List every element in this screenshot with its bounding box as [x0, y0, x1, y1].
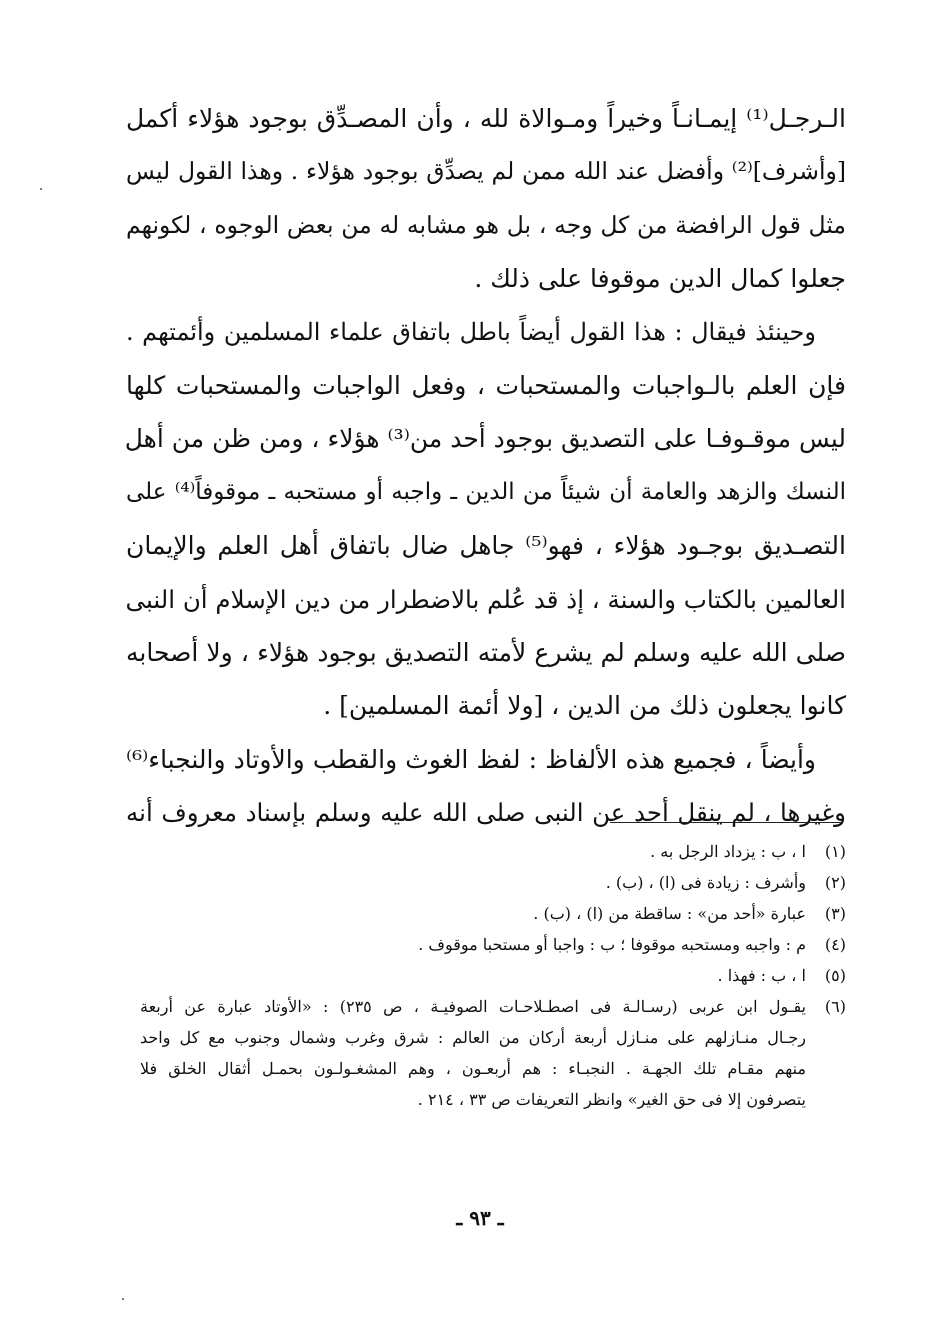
footnote-number: (٣)	[824, 904, 846, 923]
text-line-4: جعلوا كمال الدين موقوفا على ذلك .	[474, 264, 846, 294]
footnote-number: (٤)	[824, 935, 846, 954]
main-text	[126, 92, 846, 839]
page-number: ـ ٩٣ ـ	[456, 1206, 504, 1230]
footnote-line: ا ، ب : يزداد الرجل به .	[650, 842, 806, 861]
text-line-12: كانوا يجعلون ذلك من الدين ، [ولا أئمة المسلمين] .	[323, 691, 846, 721]
footnote	[140, 836, 846, 867]
footnote-line: م : واجبه ومستحبه موقوفا ؛ ب : واجبا أو مستحبا موقوف .	[418, 935, 806, 954]
scan-speck	[40, 188, 42, 190]
footnote	[140, 929, 846, 960]
text-line-10: العالمين بالكتاب والسنة ، إذ قد عُلم بالاضطرار من دين الإسلام أن النبى	[125, 584, 846, 614]
footnote-text	[140, 867, 806, 898]
footnote	[140, 867, 846, 898]
footnote-number: (٢)	[824, 873, 846, 892]
text-line-1: الـرجـل⁽¹⁾ إيمـانـاً وخيراً ومـوالاة لله ، وأن المصـدِّق بوجود هؤلاء أكمل	[126, 104, 846, 133]
footnote-text	[140, 991, 806, 1115]
text-line-5: وحينئذ فيقال : هذا القول أيضاً باطل باتفاق علماء المسلمين وأئمتهم .	[126, 317, 816, 346]
footnote-separator	[610, 822, 842, 823]
footnote-text	[140, 898, 806, 929]
footnote-line: وأشرف : زيادة فى (ا) ، (ب) .	[605, 873, 806, 892]
footnote-text	[140, 960, 806, 991]
footnote-number: (١)	[824, 842, 846, 861]
footnote-line: يقـول ابن عربى (رسـالـة فى اصطـلاحـات الصوفيـة ، ص ٢٣٥) : «الأوتاد عبارة عن أربعة	[140, 997, 807, 1016]
footnote-text	[140, 929, 806, 960]
text-line-8: النسك والزهد والعامة أن شيئاً من الدين ـ واجبه أو مستحبه ـ موقوفاً⁽⁴⁾ على	[126, 478, 847, 505]
footnote-line: ا ، ب : فهذا .	[717, 966, 806, 985]
text-line-6: فإن العلم بالـواجبات والمستحبات ، وفعل الواجبات والمستحبات كلها	[126, 370, 846, 400]
footnote-text	[140, 836, 806, 867]
footnote-line: رجـال منـازلهم على منـازل أربعة أركان من العالم : شرق وغرب وشمال وجنوب مع كل واحد	[140, 1028, 806, 1047]
footnote	[140, 991, 846, 1115]
footnote	[140, 960, 846, 991]
footnote-line: منهم مقـام تلك الجهـة . النجبـاء : هم أربعـون ، وهم المشغـولـون بحمـل أثقال الخلق فلا	[140, 1059, 806, 1078]
footnote	[140, 898, 846, 929]
text-line-9: التصـديق بوجـود هؤلاء ، فهو⁽⁵⁾ جاهل ضال باتفاق أهل العلم والإيمان	[126, 531, 846, 561]
text-line-11: صلى الله عليه وسلم لم يشرع لأمته التصديق بوجود هؤلاء ، ولا أصحابه	[126, 637, 846, 667]
text-line-2: [وأشرف]⁽²⁾ وأفضل عند الله ممن لم يصدِّق بوجود هؤلاء . وهذا القول ليس	[126, 157, 846, 186]
text-line-13: وأيضاً ، فجميع هذه الألفاظ : لفظ الغوث والقطب والأوتاد والنجباء⁽⁶⁾	[126, 744, 816, 774]
footnote-line: عبارة «أحد من» : ساقطة من (ا) ، (ب) .	[533, 904, 806, 923]
footnote-line: يتصرفون إلا فى حق الغير» وانظر التعريفات ص ٣٣ ، ٢١٤ .	[417, 1090, 806, 1109]
footnote-number: (٥)	[824, 966, 846, 985]
text-line-7: ليس موقـوفـا على التصديق بوجود أحد من⁽³⁾ هؤلاء ، ومن ظن من أهل	[124, 424, 846, 454]
footnote-number: (٦)	[824, 997, 846, 1016]
text-line-3: مثل قول الرافضة من كل وجه ، بل هو مشابه له من بعض الوجوه ، لكونهم	[126, 210, 846, 239]
footnotes	[140, 836, 846, 1115]
text-line-14: وغيرها ، لم ينقل أحد عن النبى صلى الله عليه وسلم بإسناد معروف أنه	[126, 798, 846, 828]
scan-speck	[122, 1298, 124, 1300]
